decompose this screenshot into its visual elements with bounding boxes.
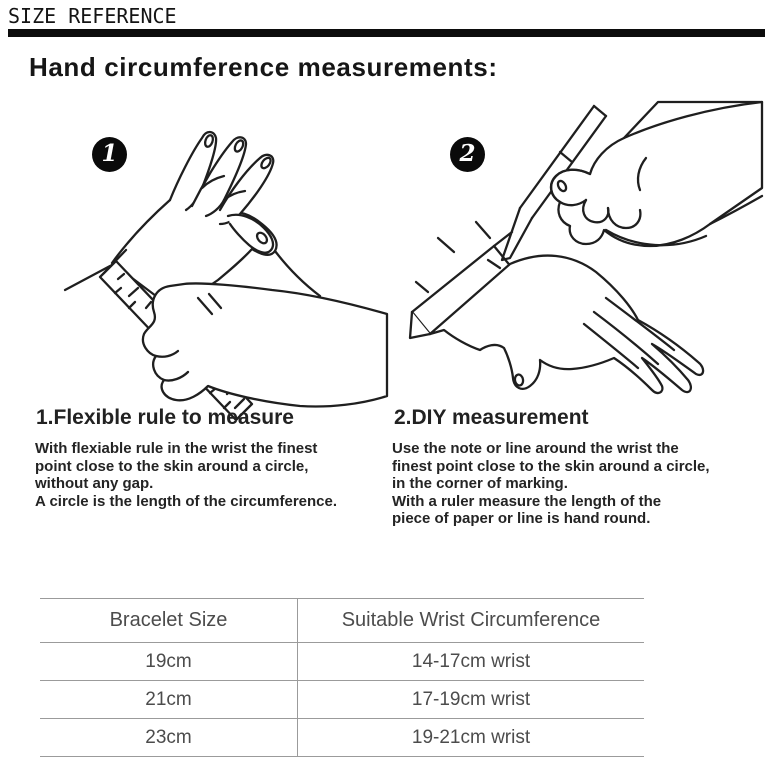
body-line: without any gap.: [35, 475, 154, 493]
table-row: [40, 719, 644, 757]
wrist-range-value: 19-21cm wrist: [411, 726, 531, 748]
title-underline-bar: [8, 29, 765, 37]
step-1-number: 1: [101, 140, 118, 167]
body-line: With flexiable rule in the wrist the finest: [35, 440, 318, 457]
section-1-title: 1.Flexible rule to measure: [36, 406, 294, 429]
body-line: finest point close to the skin around a circle,: [392, 457, 710, 475]
size-table: [40, 598, 644, 757]
bracelet-size-value: 23cm: [40, 719, 298, 756]
section-1-body: [35, 440, 337, 510]
bracelet-size-value: 19cm: [40, 643, 298, 680]
size-table-header-row: [40, 599, 644, 643]
body-line: With a ruler measure the length of the: [392, 492, 662, 510]
body-line: in the corner of marking.: [392, 475, 568, 493]
wrist-range-value: 14-17cm wrist: [411, 650, 531, 672]
step-2-badge: [450, 137, 485, 172]
body-line: Use the note or line around the wrist the: [392, 440, 679, 457]
wrist-range-value: 17-19cm wrist: [411, 688, 531, 710]
bracelet-size-value: 21cm: [40, 681, 298, 718]
section-2-title: 2.DIY measurement: [394, 406, 589, 429]
step-2-number: 2: [459, 140, 476, 167]
table-header-bracelet-size: Bracelet Size: [40, 599, 298, 642]
table-row: [40, 681, 644, 719]
body-line: piece of paper or line is hand round.: [392, 510, 651, 528]
section-2-body: [392, 440, 710, 528]
step-1-badge: [92, 137, 127, 172]
page-title: SIZE REFERENCE: [8, 4, 177, 28]
table-header-wrist-circumference: Suitable Wrist Circumference: [341, 609, 601, 631]
body-line: point close to the skin around a circle,: [35, 457, 309, 475]
section-heading: Hand circumference measurements:: [29, 52, 498, 82]
body-line: A circle is the length of the circumference.: [35, 492, 338, 510]
table-row: [40, 643, 644, 681]
